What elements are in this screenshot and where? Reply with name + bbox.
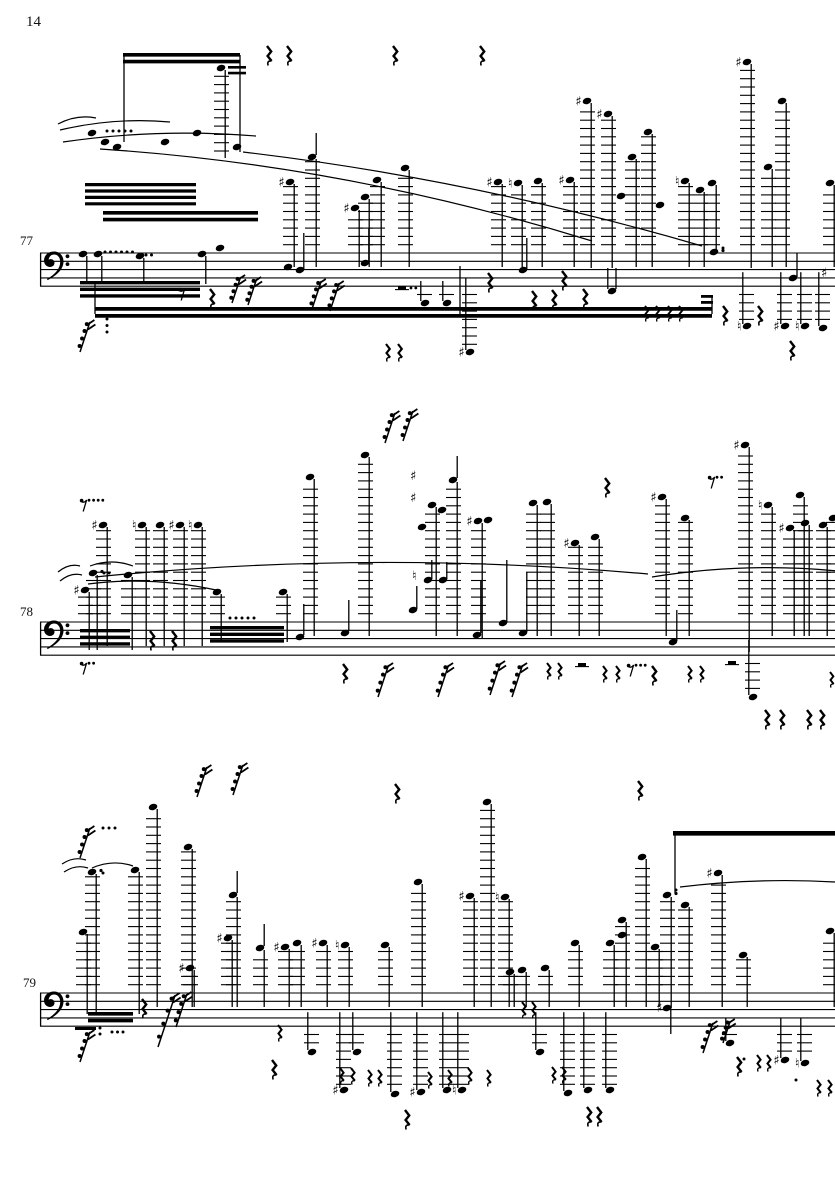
note-column bbox=[693, 186, 708, 267]
tremolo-grace-figure bbox=[327, 281, 344, 311]
duration-dots bbox=[122, 1031, 125, 1034]
accidental: ♯ bbox=[278, 175, 285, 191]
note-column bbox=[335, 939, 353, 1008]
duration-dots bbox=[118, 130, 121, 133]
note-column bbox=[411, 878, 426, 1007]
note-column bbox=[706, 867, 726, 1008]
note-column bbox=[128, 866, 143, 1014]
eighth-rest-icon bbox=[80, 499, 104, 512]
staff-system bbox=[40, 46, 835, 362]
quarter-rest-icon bbox=[172, 631, 177, 651]
quarter-rest-icon bbox=[150, 631, 155, 651]
accidental: ♯ bbox=[332, 1083, 339, 1099]
note-column bbox=[588, 533, 603, 636]
quarter-rest-icon bbox=[737, 1057, 742, 1077]
augmentation-dot bbox=[99, 869, 102, 872]
slur bbox=[58, 565, 80, 572]
tremolo-grace-figure bbox=[245, 277, 262, 305]
beam bbox=[701, 295, 713, 298]
beam bbox=[85, 189, 196, 192]
note-column bbox=[526, 499, 541, 636]
quarter-rest-icon bbox=[272, 1060, 277, 1080]
note-column bbox=[798, 519, 813, 636]
quarter-rest-icon bbox=[480, 46, 485, 66]
duration-dots bbox=[106, 130, 109, 133]
duration-dots bbox=[115, 251, 118, 254]
note-column bbox=[332, 1012, 351, 1098]
duration-dots bbox=[108, 827, 111, 830]
note-column bbox=[311, 937, 331, 1008]
augmentation-dot bbox=[674, 892, 677, 895]
quarter-rest-icon bbox=[605, 478, 610, 498]
accidental: ♮ bbox=[794, 319, 800, 335]
note-column bbox=[736, 951, 751, 1007]
slur bbox=[95, 562, 648, 577]
notehead bbox=[87, 129, 97, 138]
note-column bbox=[795, 272, 812, 334]
slur bbox=[92, 863, 133, 868]
note-column bbox=[603, 939, 618, 1007]
beam bbox=[80, 636, 130, 639]
tremolo-grace-figure bbox=[383, 411, 401, 443]
duration-dots bbox=[106, 331, 109, 334]
note-column bbox=[439, 281, 454, 307]
note-column bbox=[273, 941, 293, 1008]
note-column bbox=[775, 97, 790, 267]
quarter-rest-icon bbox=[688, 666, 692, 683]
quarter-rest-icon bbox=[487, 1070, 491, 1087]
note-column bbox=[575, 95, 595, 269]
bass-clef-icon bbox=[44, 252, 69, 281]
tremolo-grace-figure bbox=[231, 763, 249, 795]
quarter-rest-icon bbox=[142, 999, 147, 1019]
duration-dots bbox=[106, 318, 109, 321]
notehead bbox=[417, 523, 427, 532]
quarter-rest-icon bbox=[757, 1055, 761, 1072]
eighth-rest-icon bbox=[627, 664, 647, 677]
beam bbox=[95, 314, 712, 318]
note-column bbox=[358, 193, 373, 267]
beam bbox=[80, 629, 130, 632]
notehead bbox=[825, 179, 835, 188]
duration-dots bbox=[102, 872, 105, 875]
note-column bbox=[305, 133, 320, 267]
note-column bbox=[146, 803, 161, 1007]
note-column bbox=[409, 1012, 428, 1100]
accidental: ♮ bbox=[736, 319, 742, 335]
duration-dots bbox=[235, 617, 238, 620]
accidental: ♮ bbox=[412, 569, 417, 584]
accidental: ♯ bbox=[563, 536, 570, 552]
note-column bbox=[596, 108, 616, 269]
quarter-rest-icon bbox=[488, 273, 493, 293]
note-column bbox=[417, 281, 432, 307]
accidental: ♮ bbox=[334, 938, 340, 954]
note-column bbox=[816, 521, 831, 636]
duration-dots bbox=[120, 251, 123, 254]
quarter-rest-icon bbox=[830, 672, 834, 688]
note-column bbox=[678, 514, 693, 636]
notehead bbox=[483, 516, 493, 525]
note-column bbox=[761, 163, 776, 267]
note-column bbox=[705, 179, 720, 250]
slur bbox=[60, 574, 82, 581]
note-column bbox=[580, 1012, 595, 1094]
beam bbox=[80, 281, 200, 284]
note-column bbox=[303, 473, 318, 636]
accidental: ♯ bbox=[168, 518, 175, 534]
quarter-rest-icon bbox=[817, 1080, 821, 1097]
duration-dots bbox=[99, 1033, 102, 1036]
tremolo-grace-figure bbox=[78, 320, 96, 352]
note-column bbox=[398, 164, 413, 267]
notehead bbox=[828, 514, 835, 523]
measure-number-78: 78 bbox=[20, 604, 33, 619]
note-column bbox=[73, 584, 93, 651]
duration-dots bbox=[145, 254, 148, 257]
quarter-rest-icon bbox=[616, 666, 620, 683]
note-column bbox=[650, 491, 670, 637]
note-column bbox=[568, 939, 583, 1007]
note-column bbox=[538, 964, 553, 1007]
quarter-rest-icon bbox=[790, 341, 795, 361]
beam bbox=[103, 211, 258, 215]
accidental: ♯ bbox=[216, 931, 223, 947]
quarter-rest-icon bbox=[368, 1070, 372, 1087]
accidental: ♯ bbox=[656, 1001, 663, 1016]
accidental: ♯ bbox=[558, 173, 565, 189]
quarter-rest-icon bbox=[700, 666, 704, 683]
accidental: ♯ bbox=[650, 490, 657, 506]
quarter-rest-icon bbox=[351, 1068, 355, 1085]
duration-dots bbox=[111, 1031, 114, 1034]
quarter-rest-icon bbox=[603, 666, 607, 683]
notehead bbox=[215, 244, 225, 253]
duration-dots bbox=[247, 617, 250, 620]
quarter-rest-icon bbox=[468, 1068, 472, 1085]
bass-clef-icon bbox=[44, 621, 69, 650]
accidental: ♯ bbox=[486, 175, 493, 191]
notehead bbox=[192, 129, 202, 138]
quarter-rest-icon bbox=[558, 663, 562, 680]
beam bbox=[228, 66, 246, 69]
slur bbox=[243, 152, 702, 246]
eighth-rest-icon bbox=[80, 662, 95, 675]
quarter-rest-icon bbox=[547, 663, 551, 680]
note-column bbox=[602, 1012, 617, 1094]
quarter-rest-icon bbox=[767, 1055, 771, 1072]
quarter-rest-icon bbox=[758, 306, 763, 326]
note-column bbox=[132, 519, 150, 647]
note-column bbox=[815, 272, 830, 332]
measure-number-77: 77 bbox=[20, 233, 33, 248]
duration-dots bbox=[253, 617, 256, 620]
quarter-rest-icon bbox=[583, 289, 588, 309]
beam bbox=[228, 72, 246, 75]
quarter-rest-icon bbox=[210, 289, 215, 309]
beam bbox=[88, 1019, 133, 1023]
quarter-rest-icon bbox=[828, 1080, 832, 1097]
accidental: ♮ bbox=[451, 1083, 457, 1099]
accidental: ♯ bbox=[773, 319, 780, 335]
note-column bbox=[378, 941, 393, 1007]
quarter-rest-icon bbox=[780, 710, 785, 730]
slur bbox=[62, 859, 86, 864]
note-column bbox=[349, 1012, 364, 1056]
accidental: ♯ bbox=[458, 345, 465, 361]
beam bbox=[123, 60, 240, 64]
accidental: ♮ bbox=[757, 498, 763, 514]
beam bbox=[701, 301, 713, 304]
note-column bbox=[563, 537, 583, 637]
tremolo-grace-figure bbox=[720, 1019, 736, 1043]
accidental: ♮ bbox=[674, 174, 680, 190]
notehead bbox=[616, 192, 626, 201]
beam bbox=[80, 642, 130, 645]
note-column bbox=[773, 1018, 792, 1069]
tremolo-grace-figure bbox=[401, 409, 419, 441]
accidental: ♯ bbox=[821, 266, 828, 281]
accidental: ♯ bbox=[466, 514, 473, 530]
staff-system bbox=[40, 409, 835, 730]
duration-dots bbox=[229, 617, 232, 620]
accidental: ♯ bbox=[410, 469, 417, 484]
quarter-rest-icon bbox=[723, 306, 728, 326]
accidental: ♯ bbox=[178, 961, 185, 977]
quarter-rest-icon bbox=[552, 1067, 556, 1084]
note-column bbox=[168, 519, 188, 647]
accidental: ♯ bbox=[273, 940, 280, 956]
notehead bbox=[100, 138, 110, 147]
accidental: ♯ bbox=[778, 521, 785, 537]
measure-number-79: 79 bbox=[23, 975, 36, 990]
note-column bbox=[458, 278, 477, 361]
note-column bbox=[532, 1012, 547, 1056]
notehead bbox=[825, 927, 835, 936]
duration-dots bbox=[150, 254, 153, 257]
quarter-rest-icon bbox=[552, 290, 557, 310]
note-column bbox=[458, 890, 478, 1008]
duration-dots bbox=[675, 889, 678, 892]
note-column bbox=[641, 128, 656, 267]
beam bbox=[95, 307, 712, 311]
note-column bbox=[735, 56, 755, 269]
accidental: ♯ bbox=[596, 107, 603, 123]
quarter-rest-icon bbox=[807, 710, 812, 730]
duration-dots bbox=[109, 251, 112, 254]
beam bbox=[75, 1027, 96, 1030]
note-column bbox=[773, 272, 792, 334]
tremolo-grace-figure bbox=[510, 663, 528, 697]
tremolo-grace-figure bbox=[195, 765, 213, 797]
note-column bbox=[733, 439, 753, 653]
notehead bbox=[160, 138, 170, 147]
quarter-rest-icon bbox=[398, 344, 402, 362]
staff-system bbox=[40, 763, 835, 1130]
accidental: ♯ bbox=[458, 889, 465, 905]
slur bbox=[60, 121, 170, 130]
page-number: 14 bbox=[26, 14, 41, 30]
tremolo-grace-figure bbox=[229, 275, 246, 303]
half-rest-icon bbox=[725, 661, 739, 665]
slur bbox=[58, 117, 96, 124]
quarter-rest-icon bbox=[405, 1110, 410, 1130]
tremolo-grace-figure bbox=[436, 663, 454, 697]
accidental: ♯ bbox=[91, 518, 98, 534]
accidental: ♯ bbox=[706, 866, 713, 882]
accidental: ♯ bbox=[733, 438, 740, 454]
note-column bbox=[635, 853, 650, 1007]
duration-dots bbox=[99, 1027, 102, 1030]
accidental: ♯ bbox=[409, 1085, 416, 1101]
beam bbox=[85, 196, 196, 199]
quarter-rest-icon bbox=[820, 710, 825, 730]
accidental: ♯ bbox=[73, 583, 80, 599]
duration-dots bbox=[241, 617, 244, 620]
note-column bbox=[452, 1012, 469, 1098]
duration-dots bbox=[131, 251, 134, 254]
note-column bbox=[648, 943, 663, 1007]
note-column bbox=[625, 153, 640, 267]
note-column bbox=[214, 64, 229, 158]
accidental: ♮ bbox=[494, 890, 500, 906]
note-column bbox=[480, 798, 495, 1007]
accidental: ♯ bbox=[773, 1053, 780, 1069]
accidental: ♮ bbox=[187, 518, 193, 534]
half-rest-icon bbox=[575, 663, 589, 667]
quarter-rest-icon bbox=[267, 46, 272, 66]
quarter-rest-icon bbox=[343, 664, 348, 684]
quarter-rest-icon bbox=[638, 781, 643, 801]
duration-dots bbox=[112, 130, 115, 133]
duration-dots bbox=[106, 324, 109, 327]
note-column bbox=[216, 932, 236, 1008]
accidental: ♯ bbox=[575, 94, 582, 110]
slur bbox=[64, 867, 88, 872]
accidental: ♮ bbox=[507, 176, 513, 192]
note-column bbox=[678, 901, 693, 1007]
duration-dots bbox=[102, 827, 105, 830]
tremolo-grace-figure bbox=[488, 661, 506, 695]
duration-dots bbox=[124, 130, 127, 133]
quarter-rest-icon bbox=[765, 710, 770, 730]
quarter-rest-icon bbox=[287, 46, 292, 66]
note-column bbox=[823, 927, 835, 1007]
note-column bbox=[446, 456, 461, 636]
accidental: ♯ bbox=[311, 936, 318, 952]
tremolo-grace-figure bbox=[78, 826, 96, 858]
quarter-rest-icon bbox=[393, 46, 398, 66]
duration-dots bbox=[103, 572, 106, 575]
quarter-rest-icon bbox=[278, 1025, 282, 1042]
quarter-rest-icon bbox=[597, 1107, 602, 1127]
duration-dots bbox=[722, 247, 725, 250]
tremolo-grace-figure bbox=[376, 663, 394, 697]
note-column bbox=[425, 501, 440, 636]
accidental: ♯ bbox=[735, 55, 742, 71]
duration-dots bbox=[104, 251, 107, 254]
tremolo-grace-figure bbox=[78, 1030, 96, 1062]
quarter-rest-icon bbox=[395, 784, 400, 804]
bass-clef-icon bbox=[44, 992, 69, 1021]
tremolo-grace-figure bbox=[309, 279, 326, 309]
beam bbox=[88, 1012, 133, 1016]
beam bbox=[85, 202, 196, 205]
note-column bbox=[153, 521, 168, 646]
notehead bbox=[655, 201, 665, 210]
notehead bbox=[437, 506, 447, 515]
accidental: ♮ bbox=[794, 1056, 800, 1072]
duration-dots bbox=[114, 827, 117, 830]
note-column bbox=[745, 640, 760, 701]
note-column bbox=[188, 519, 206, 647]
note-column bbox=[304, 1012, 319, 1056]
quarter-rest-icon bbox=[428, 1072, 432, 1089]
quarter-rest-icon bbox=[587, 1107, 592, 1127]
beam bbox=[85, 183, 196, 186]
slur bbox=[680, 881, 835, 887]
accidental: ♮ bbox=[131, 518, 137, 534]
eighth-rest-icon bbox=[178, 288, 185, 301]
duration-dots bbox=[116, 1031, 119, 1034]
note-column bbox=[560, 1012, 575, 1097]
notehead bbox=[709, 248, 719, 257]
note-column bbox=[290, 939, 305, 1007]
note-column bbox=[823, 179, 835, 267]
accidental: ♯ bbox=[343, 201, 350, 217]
note-column bbox=[466, 515, 486, 639]
duration-dots bbox=[743, 1058, 746, 1061]
beam bbox=[673, 831, 835, 836]
quarter-rest-icon bbox=[562, 271, 567, 291]
duration-dots bbox=[126, 251, 129, 254]
quarter-rest-icon bbox=[378, 1070, 382, 1087]
note-column bbox=[358, 451, 373, 636]
duration-dots bbox=[130, 130, 133, 133]
accidental: ♯ bbox=[410, 491, 417, 506]
beam bbox=[123, 53, 240, 57]
quarter-rest-icon bbox=[522, 1002, 526, 1019]
duration-dots bbox=[108, 572, 111, 575]
quarter-rest-icon bbox=[652, 666, 657, 686]
note-column bbox=[387, 1012, 402, 1098]
beam bbox=[103, 218, 258, 222]
eighth-rest-icon bbox=[708, 476, 723, 489]
note-column bbox=[660, 891, 678, 1008]
quarter-rest-icon bbox=[386, 344, 390, 362]
duration-dots bbox=[795, 1079, 798, 1082]
note-column bbox=[737, 272, 754, 334]
note-column bbox=[495, 891, 513, 1008]
note-column bbox=[253, 924, 268, 1007]
